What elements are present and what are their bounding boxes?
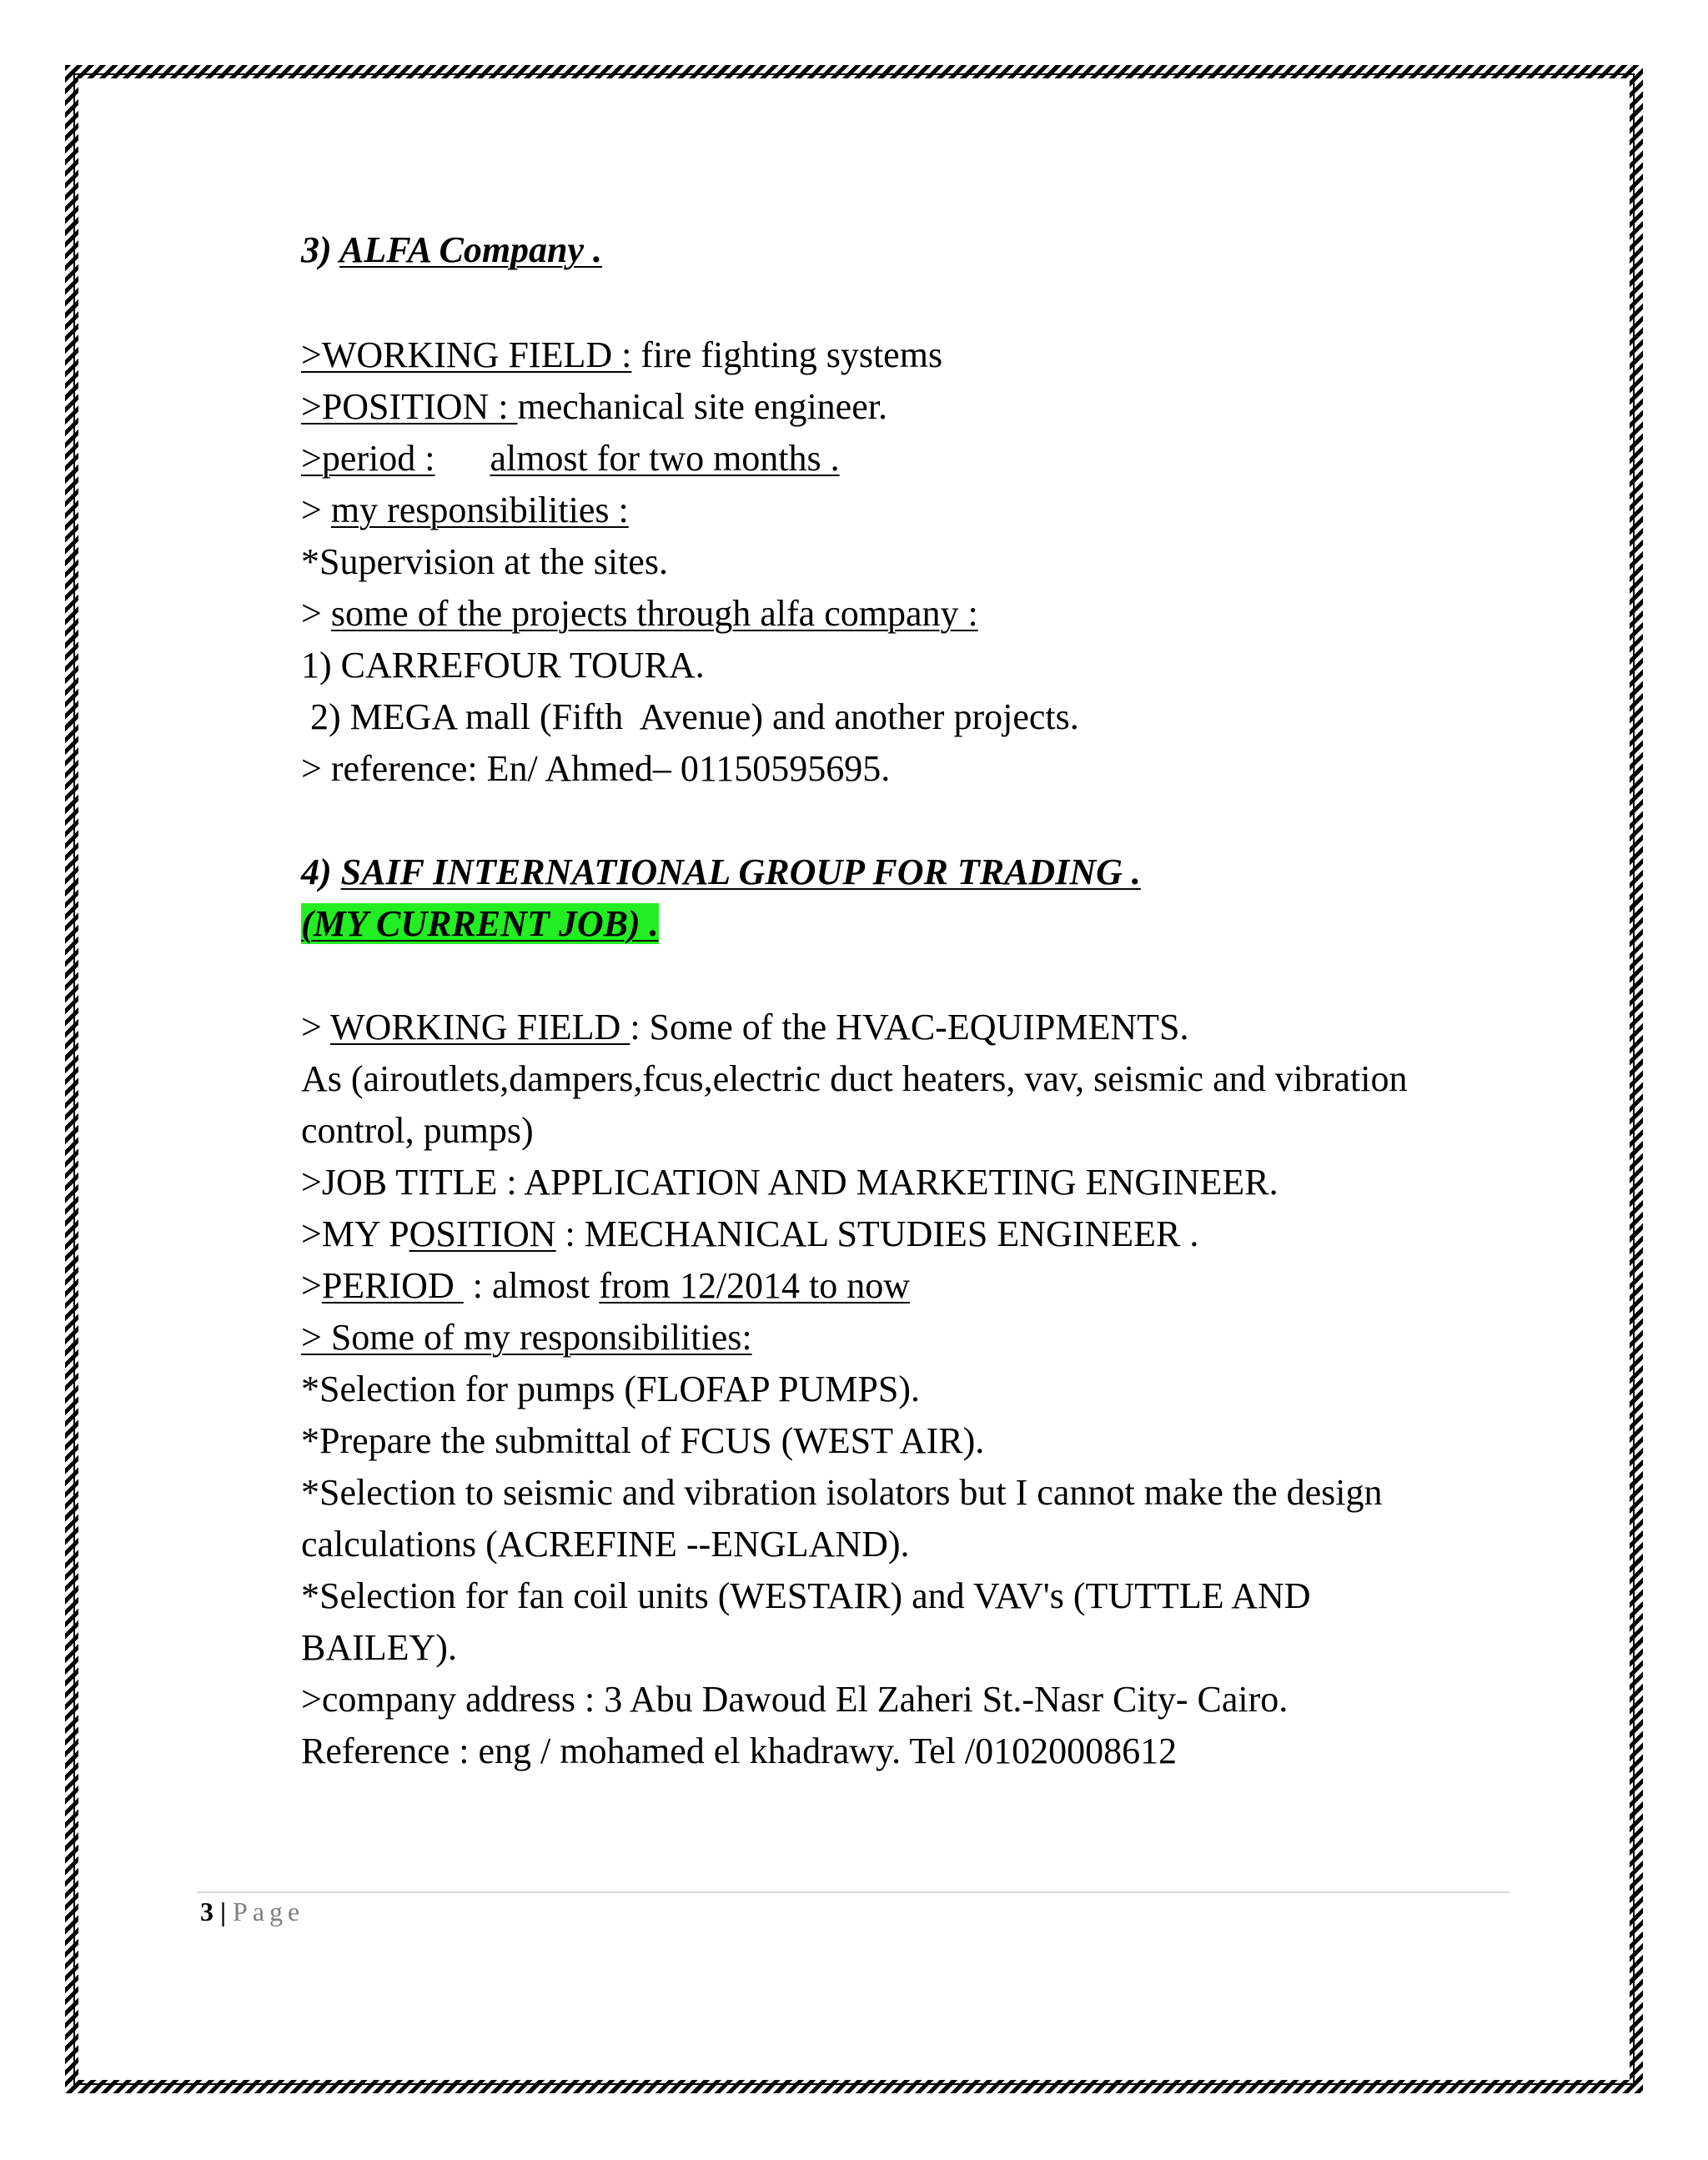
section-4-title: SAIF INTERNATIONAL GROUP FOR TRADING . bbox=[340, 851, 1141, 892]
page-number: 3 bbox=[200, 1896, 214, 1926]
s4-job-title: >JOB TITLE : APPLICATION AND MARKETING ENGINEER. bbox=[301, 1162, 1278, 1203]
section-3-title: ALFA Company . bbox=[339, 229, 603, 270]
s3-reference: > reference: En/ Ahmed– 01150595695. bbox=[301, 748, 891, 789]
page-footer: 3 | Page bbox=[200, 1896, 305, 1926]
s4-resp-3b: calculations (ACREFINE --ENGLAND). bbox=[301, 1524, 910, 1565]
s4-as-line-2: control, pumps) bbox=[301, 1110, 534, 1151]
s4-working-field: > WORKING FIELD : Some of the HVAC-EQUIPMENTS. bbox=[301, 1007, 1189, 1047]
s4-address: >company address : 3 Abu Dawoud El Zaheri St.-Nasr City- Cairo. bbox=[301, 1679, 1289, 1720]
s3-project-2: 2) MEGA mall (Fifth Avenue) and another projects. bbox=[301, 696, 1079, 737]
s4-resp-4b: BAILEY). bbox=[301, 1627, 457, 1668]
s4-period: >PERIOD : almost from 12/2014 to now bbox=[301, 1265, 911, 1306]
section-3-heading: 3) ALFA Company . bbox=[301, 229, 603, 270]
s4-reference: Reference : eng / mohamed el khadrawy. Tel /01020008612 bbox=[301, 1731, 1178, 1771]
s4-position: >MY POSITION : MECHANICAL STUDIES ENGINEER . bbox=[301, 1213, 1199, 1254]
s3-working-field: >WORKING FIELD : fire fighting systems bbox=[301, 334, 943, 375]
page-label: Page bbox=[233, 1896, 305, 1926]
s4-resp-3a: *Selection to seismic and vibration isolators but I cannot make the design bbox=[301, 1472, 1383, 1513]
s4-responsibilities-label: > Some of my responsibilities: bbox=[301, 1317, 752, 1358]
footer-divider bbox=[197, 1891, 1510, 1893]
s4-resp-1: *Selection for pumps (FLOFAP PUMPS). bbox=[301, 1369, 920, 1409]
s3-responsibilities-label: > my responsibilities : bbox=[301, 490, 629, 530]
s3-responsibility-item: *Supervision at the sites. bbox=[301, 541, 668, 582]
s3-project-1: 1) CARREFOUR TOURA. bbox=[301, 645, 705, 686]
s3-position: >POSITION : mechanical site engineer. bbox=[301, 386, 887, 427]
current-job-badge: (MY CURRENT JOB) . bbox=[301, 903, 659, 944]
s4-resp-4a: *Selection for fan coil units (WESTAIR) and VAV's (TUTTLE AND bbox=[301, 1575, 1311, 1616]
s4-as-line-1: As (airoutlets,dampers,fcus,electric duct heaters, vav, seismic and vibration bbox=[301, 1058, 1408, 1099]
s3-period: >period : almost for two months . bbox=[301, 438, 840, 479]
section-4-heading: 4) SAIF INTERNATIONAL GROUP FOR TRADING . bbox=[301, 851, 1141, 892]
s3-projects-label: > some of the projects through alfa company : bbox=[301, 593, 978, 634]
s4-resp-2: *Prepare the submittal of FCUS (WEST AIR). bbox=[301, 1420, 985, 1461]
